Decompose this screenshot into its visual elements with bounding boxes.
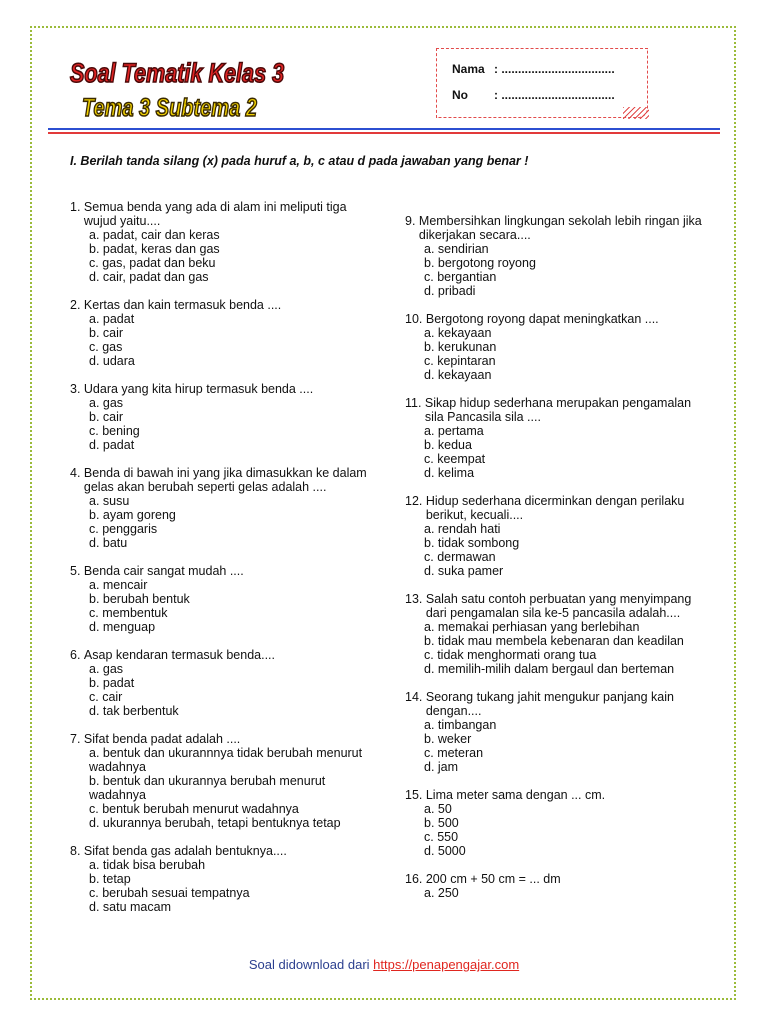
answer-option[interactable]: c. dermawan xyxy=(424,550,496,564)
answer-options xyxy=(70,396,380,452)
question-item xyxy=(405,872,705,900)
answer-option[interactable]: b. tidak mau membela kebenaran dan keadilan xyxy=(424,634,684,648)
answer-option[interactable]: a. mencair xyxy=(89,578,148,592)
answer-option[interactable]: c. penggaris xyxy=(89,522,158,536)
question-item xyxy=(405,312,705,382)
answer-option[interactable]: b. tetap xyxy=(89,872,131,886)
answer-option[interactable]: d. udara xyxy=(89,354,135,368)
answer-option[interactable]: d. jam xyxy=(424,760,459,774)
answer-option[interactable]: a. kekayaan xyxy=(424,326,492,340)
question-number: 8. xyxy=(70,844,84,858)
question-number: 5. xyxy=(70,564,84,578)
answer-option[interactable]: c. bening xyxy=(89,424,140,438)
left-question-column xyxy=(70,200,380,928)
question-number: 2. xyxy=(70,298,84,312)
divider-red xyxy=(48,132,720,134)
answer-option[interactable]: a. rendah hati xyxy=(424,522,501,536)
question-text: Lima meter sama dengan ... cm. xyxy=(425,788,606,802)
question-number: 10. xyxy=(405,312,426,326)
answer-option[interactable]: d. memilih-milih dalam bergaul dan berteman xyxy=(424,662,675,676)
answer-option[interactable]: a. tidak bisa berubah xyxy=(89,858,206,872)
answer-option[interactable]: c. bentuk berubah menurut wadahnya xyxy=(89,802,299,816)
question-text: Semua benda yang ada di alam ini meliputi tiga wujud yaitu.... xyxy=(83,200,347,228)
question-item xyxy=(70,466,380,550)
no-row xyxy=(452,88,615,102)
footer-text: Soal didownload dari xyxy=(248,957,374,972)
answer-options xyxy=(70,312,380,368)
answer-option[interactable]: c. berubah sesuai tempatnya xyxy=(89,886,250,900)
question-stem xyxy=(405,690,705,718)
answer-option[interactable]: a. pertama xyxy=(424,424,484,438)
question-text: 200 cm + 50 cm = ... dm xyxy=(425,872,561,886)
answer-options xyxy=(405,802,705,858)
question-stem xyxy=(70,844,380,858)
question-number: 1. xyxy=(70,200,84,214)
question-stem xyxy=(405,396,705,424)
question-text: Hidup sederhana dicerminkan dengan perilaku berikut, kecuali.... xyxy=(425,494,685,522)
answer-options xyxy=(70,746,380,830)
answer-options xyxy=(405,424,705,480)
question-item xyxy=(70,648,380,718)
question-item xyxy=(70,298,380,368)
answer-options xyxy=(405,326,705,382)
question-number: 9. xyxy=(405,214,419,228)
title-tema: Tema 3 Subtema 2 xyxy=(82,94,257,122)
answer-option[interactable]: d. cair, padat dan gas xyxy=(89,270,209,284)
question-text: Sikap hidup sederhana merupakan pengamalan sila Pancasila sila .... xyxy=(424,396,692,424)
answer-option[interactable]: b. bergotong royong xyxy=(424,256,536,270)
answer-option[interactable]: a. memakai perhiasan yang berlebihan xyxy=(424,620,640,634)
answer-option[interactable]: b. kerukunan xyxy=(424,340,497,354)
question-stem xyxy=(70,382,380,396)
answer-option[interactable]: d. 5000 xyxy=(424,844,466,858)
answer-option[interactable]: b. tidak sombong xyxy=(424,536,520,550)
question-text: Sifat benda gas adalah bentuknya.... xyxy=(83,844,287,858)
answer-option[interactable]: a. sendirian xyxy=(424,242,489,256)
answer-option[interactable]: a. padat, cair dan keras xyxy=(89,228,220,242)
answer-option[interactable]: c. gas, padat dan beku xyxy=(89,256,216,270)
answer-option[interactable]: b. padat, keras dan gas xyxy=(89,242,220,256)
answer-option[interactable]: b. cair xyxy=(89,326,124,340)
footer xyxy=(0,957,768,972)
answer-option[interactable]: c. tidak menghormati orang tua xyxy=(424,648,597,662)
question-stem xyxy=(405,592,705,620)
question-item xyxy=(70,382,380,452)
question-stem xyxy=(70,298,380,312)
question-number: 15. xyxy=(405,788,426,802)
question-item xyxy=(70,564,380,634)
question-stem xyxy=(405,872,705,886)
answer-option[interactable]: a. timbangan xyxy=(424,718,497,732)
question-stem xyxy=(70,648,380,662)
question-item xyxy=(405,396,705,480)
question-number: 13. xyxy=(405,592,426,606)
answer-option[interactable]: d. menguap xyxy=(89,620,156,634)
question-text: Bergotong royong dapat meningkatkan .... xyxy=(425,312,659,326)
name-box xyxy=(436,48,648,118)
instruction-text: I. Berilah tanda silang (x) pada huruf a, b, c atau d pada jawaban yang benar ! xyxy=(70,154,529,168)
answer-options xyxy=(70,858,380,914)
answer-options xyxy=(405,522,705,578)
question-stem xyxy=(405,494,705,522)
answer-option[interactable]: d. batu xyxy=(89,536,128,550)
question-text: Udara yang kita hirup termasuk benda .... xyxy=(83,382,314,396)
question-text: Sifat benda padat adalah .... xyxy=(83,732,241,746)
question-text: Membersihkan lingkungan sekolah lebih ringan jika dikerjakan secara.... xyxy=(418,214,702,242)
no-value: : .................................. xyxy=(494,88,615,102)
answer-option[interactable]: c. 550 xyxy=(424,830,459,844)
answer-option[interactable]: d. pribadi xyxy=(424,284,476,298)
answer-options xyxy=(405,718,705,774)
question-text: Kertas dan kain termasuk benda .... xyxy=(83,298,282,312)
answer-option[interactable]: b. cair xyxy=(89,410,124,424)
question-text: Seorang tukang jahit mengukur panjang kain dengan.... xyxy=(425,690,674,718)
divider-blue xyxy=(48,128,720,130)
question-stem xyxy=(70,200,380,228)
answer-options xyxy=(70,662,380,718)
question-number: 6. xyxy=(70,648,84,662)
nama-label: Nama xyxy=(452,62,485,76)
question-stem xyxy=(405,312,705,326)
answer-option[interactable]: b. bentuk dan ukurannya berubah menurut wadahnya xyxy=(89,774,326,802)
answer-option[interactable]: a. 50 xyxy=(424,802,452,816)
answer-options xyxy=(405,620,705,676)
title-kelas: Soal Tematik Kelas 3 xyxy=(70,58,285,88)
answer-option[interactable]: c. meteran xyxy=(424,746,484,760)
question-item xyxy=(405,214,705,298)
answer-option[interactable]: d. kekayaan xyxy=(424,368,492,382)
right-question-column xyxy=(405,214,705,914)
question-text: Asap kendaran termasuk benda.... xyxy=(83,648,275,662)
question-stem xyxy=(70,732,380,746)
answer-options xyxy=(405,242,705,298)
answer-options xyxy=(70,578,380,634)
answer-option[interactable]: c. gas xyxy=(89,340,123,354)
question-number: 4. xyxy=(70,466,84,480)
answer-option[interactable]: b. padat xyxy=(89,676,135,690)
answer-option[interactable]: a. bentuk dan ukurannnya tidak berubah menurut wadahnya xyxy=(89,746,363,774)
answer-options xyxy=(405,886,705,900)
question-item xyxy=(405,592,705,676)
question-number: 12. xyxy=(405,494,426,508)
answer-option[interactable]: c. kepintaran xyxy=(424,354,496,368)
answer-option[interactable]: c. cair xyxy=(89,690,123,704)
question-number: 16. xyxy=(405,872,426,886)
answer-options xyxy=(70,228,380,284)
no-label: No xyxy=(452,88,468,102)
answer-option[interactable]: d. kelima xyxy=(424,466,475,480)
question-stem xyxy=(70,466,380,494)
answer-option[interactable]: d. satu macam xyxy=(89,900,171,914)
nama-value: : .................................. xyxy=(494,62,615,76)
question-text: Benda cair sangat mudah .... xyxy=(83,564,244,578)
answer-option[interactable]: a. padat xyxy=(89,312,135,326)
question-item xyxy=(405,788,705,858)
question-number: 7. xyxy=(70,732,84,746)
question-item xyxy=(405,690,705,774)
question-text: Benda di bawah ini yang jika dimasukkan ke dalam gelas akan berubah seperti gelas adalah .... xyxy=(83,466,367,494)
question-stem xyxy=(405,788,705,802)
nama-row xyxy=(452,62,615,76)
answer-option[interactable]: b. kedua xyxy=(424,438,472,452)
question-item xyxy=(70,200,380,284)
answer-option[interactable]: a. susu xyxy=(89,494,130,508)
answer-option[interactable]: d. tak berbentuk xyxy=(89,704,179,718)
answer-option[interactable]: a. gas xyxy=(89,662,124,676)
question-item xyxy=(70,844,380,914)
answer-option[interactable]: a. 250 xyxy=(424,886,459,900)
answer-option[interactable]: c. keempat xyxy=(424,452,486,466)
answer-option[interactable]: b. berubah bentuk xyxy=(89,592,190,606)
question-stem xyxy=(70,564,380,578)
answer-option[interactable]: b. ayam goreng xyxy=(89,508,176,522)
answer-option[interactable]: a. gas xyxy=(89,396,124,410)
answer-option[interactable]: c. bergantian xyxy=(424,270,497,284)
question-stem xyxy=(405,214,705,242)
question-number: 3. xyxy=(70,382,84,396)
footer-link[interactable]: https://penapengajar.com xyxy=(373,957,520,972)
answer-options xyxy=(70,494,380,550)
question-text: Salah satu contoh perbuatan yang menyimpang dari pengamalan sila ke-5 pancasila adalah.... xyxy=(425,592,692,620)
answer-option[interactable]: d. suka pamer xyxy=(424,564,504,578)
question-item xyxy=(70,732,380,830)
question-item xyxy=(405,494,705,578)
answer-option[interactable]: c. membentuk xyxy=(89,606,168,620)
answer-option[interactable]: b. weker xyxy=(424,732,472,746)
answer-option[interactable]: d. padat xyxy=(89,438,135,452)
question-number: 11. xyxy=(405,396,425,410)
question-number: 14. xyxy=(405,690,426,704)
answer-option[interactable]: d. ukurannya berubah, tetapi bentuknya tetap xyxy=(89,816,341,830)
answer-option[interactable]: b. 500 xyxy=(424,816,459,830)
